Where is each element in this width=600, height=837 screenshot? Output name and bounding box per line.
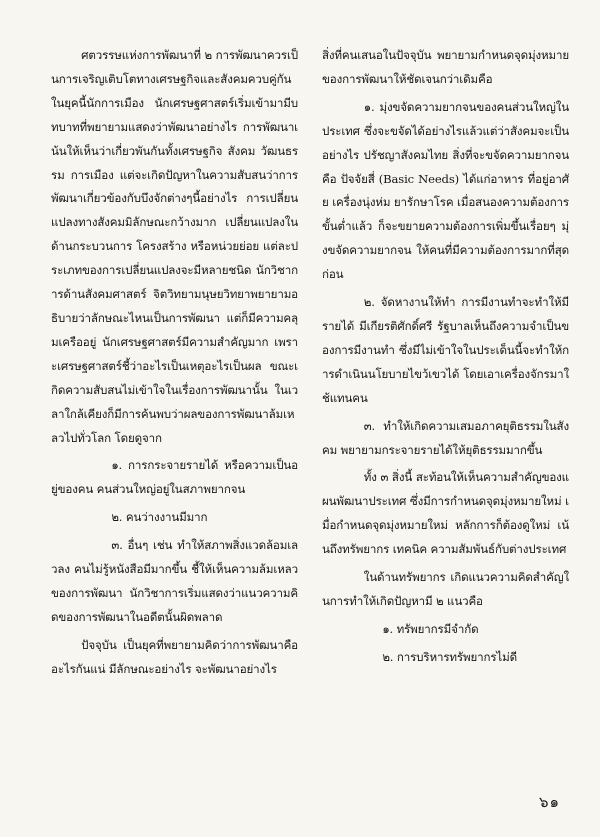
right-text-column [322,44,569,670]
left-text-column [51,44,298,682]
paragraph: ปัจจุบัน เป็นยุคที่พยายามคิดว่าการพัฒนาคืออะไรกันแน่ มีลักษณะอย่างไร จะพัฒนาอย่างไร [51,637,298,676]
paragraph: ศตวรรษแห่งการพัฒนาที่ ๒ การพัฒนาควรเป็นการเจริญเติบโตทางเศรษฐกิจและสังคมควบคู่กัน ในยุคนี้นักการเมือง นักเศรษฐศาสตร์เริ่มเข้ามามีบทบาทที่พยายามแสดงว่าพัฒนาอย่างไร การพัฒนาเน้นให้เห็นว่าเกี่ยวพันกันทั้งเศรษฐกิจ สังคม วัฒนธรรม การเมือง แต่จะเกิดปัญหาในความสับสนว่าการพัฒนาเกี่ยวข้องกับบึงจักต่างๆนี้อย่างไร การเปลี่ยนแปลงทางสังคมมิลักษณะกว้างมาก เปลี่ยนแปลงในด้านกระบวนการ โครงสร้าง หรือหน่วยย่อย แต่ละประเภทของการเปลี่ยนแปลงจะมีหลายชนิด นักวิชาการด้านสังคมศาสตร์ จิตวิทยามนุษยวิทยาพยายามอธิบายว่าลักษณะไหนเป็นการพัฒนา แต่ก็มีความคลุมเครืออยู่ นักเศรษฐศาสตร์มีความสำคัญมาก เพราะเศรษฐศาสตร์ชี้ว่าอะไรเป็นเหตุอะไรเป็นผล ขณะเกิดความสับสนไม่เข้าใจในเรื่องการพัฒนานั้น ในเวลาใกล้เคียงก็มีการค้นพบว่าผลของการพัฒนาล้มเหลวไปทั่วโลก โดยดูจาก [51,48,298,445]
paragraph: ๒. การบริหารทรัพยากรไม่ดี [382,649,517,664]
paragraph: สิ่งที่คนเสนอในปัจจุบัน พยายามกำหนดจุดมุ่งหมายของการพัฒนาให้ชัดเจนกว่าเดิมคือ [322,48,569,86]
paragraph: ทั้ง ๓ สิ่งนี้ สะท้อนให้เห็นความสำคัญของแผนพัฒนาประเทศ ซึ่งมีการกำหนดจุดมุ่งหมายใหม่ เมื่อกำหนดจุดมุ่งหมายใหม่ หลักการก็ต้องดูใหม่ เน้นถึงทรัพยากร เทคนิค ความสัมพันธ์กับต่างประเทศ [322,470,569,557]
paragraph: ๑. มุ่งขจัดความยากจนของคนส่วนใหญ่ในประเทศ ซึ่งจะขจัดได้อย่างไรแล้วแต่ว่าสังคมจะเป็นอย่างไร ปรัชญาสังคมไทย สิ่งที่จะขจัดความยากจนคือ ปัจจัยสี่ (Basic Needs) ได้แก่อาหาร ที่อยู่อาศัย เครื่องนุ่งห่ม ยารักษาโรค เมื่อสนองความต้องการขั้นต่ำแล้ว ก็จะขยายความต้องการเพิ่มขึ้นเรื่อยๆ มุ่งขจัดความยากจน ให้คนที่มีความต้องการมากที่สุดก่อน [322,99,569,282]
paragraph: ๒. คนว่างงานมีมาก [111,510,208,525]
paragraph: ๑. การกระจายรายได้ หรือความเป็นอยู่ของคน คนส่วนใหญ่อยู่ในสภาพยากจน [51,458,298,497]
paragraph: ๓. อื่นๆ เช่น ทำให้สภาพสิ่งแวดล้อมเลวลง คนไม่รู้หนังสือมีมากขึ้น ชี้ให้เห็นความล้มเหลวของการพัฒนา นักวิชาการเริ่มแสดงว่าแนวความคิดของการพัฒนาในอดีตนั้นผิดพลาด [51,538,298,624]
paragraph: ๑. ทรัพยากรมีจำกัด [382,621,479,636]
paragraph: ในด้านทรัพยากร เกิดแนวความคิดสำคัญในการทำให้เกิดปัญหามี ๒ แนวคือ [322,570,569,608]
paragraph: ๓. ทำให้เกิดความเสมอภาคยุติธรรมในสังคม พยายามกระจายรายได้ให้ยุติธรรมมากขึ้น [322,418,569,457]
paragraph: ๒. จัดหางานให้ทำ การมีงานทำจะทำให้มีรายได้ มีเกียรติศักดิ์ศรี รัฐบาลเห็นถึงความจำเป็นของการมีงานทำ ซึ่งมีไม่เข้าใจในประเด็นนี้จะทำให้การดำเนินนโยบายไขว้เขวได้ โดยเอาเครื่องจักรมาใช้แทนคน [322,295,569,405]
page-number: ๖๑ [539,793,561,811]
